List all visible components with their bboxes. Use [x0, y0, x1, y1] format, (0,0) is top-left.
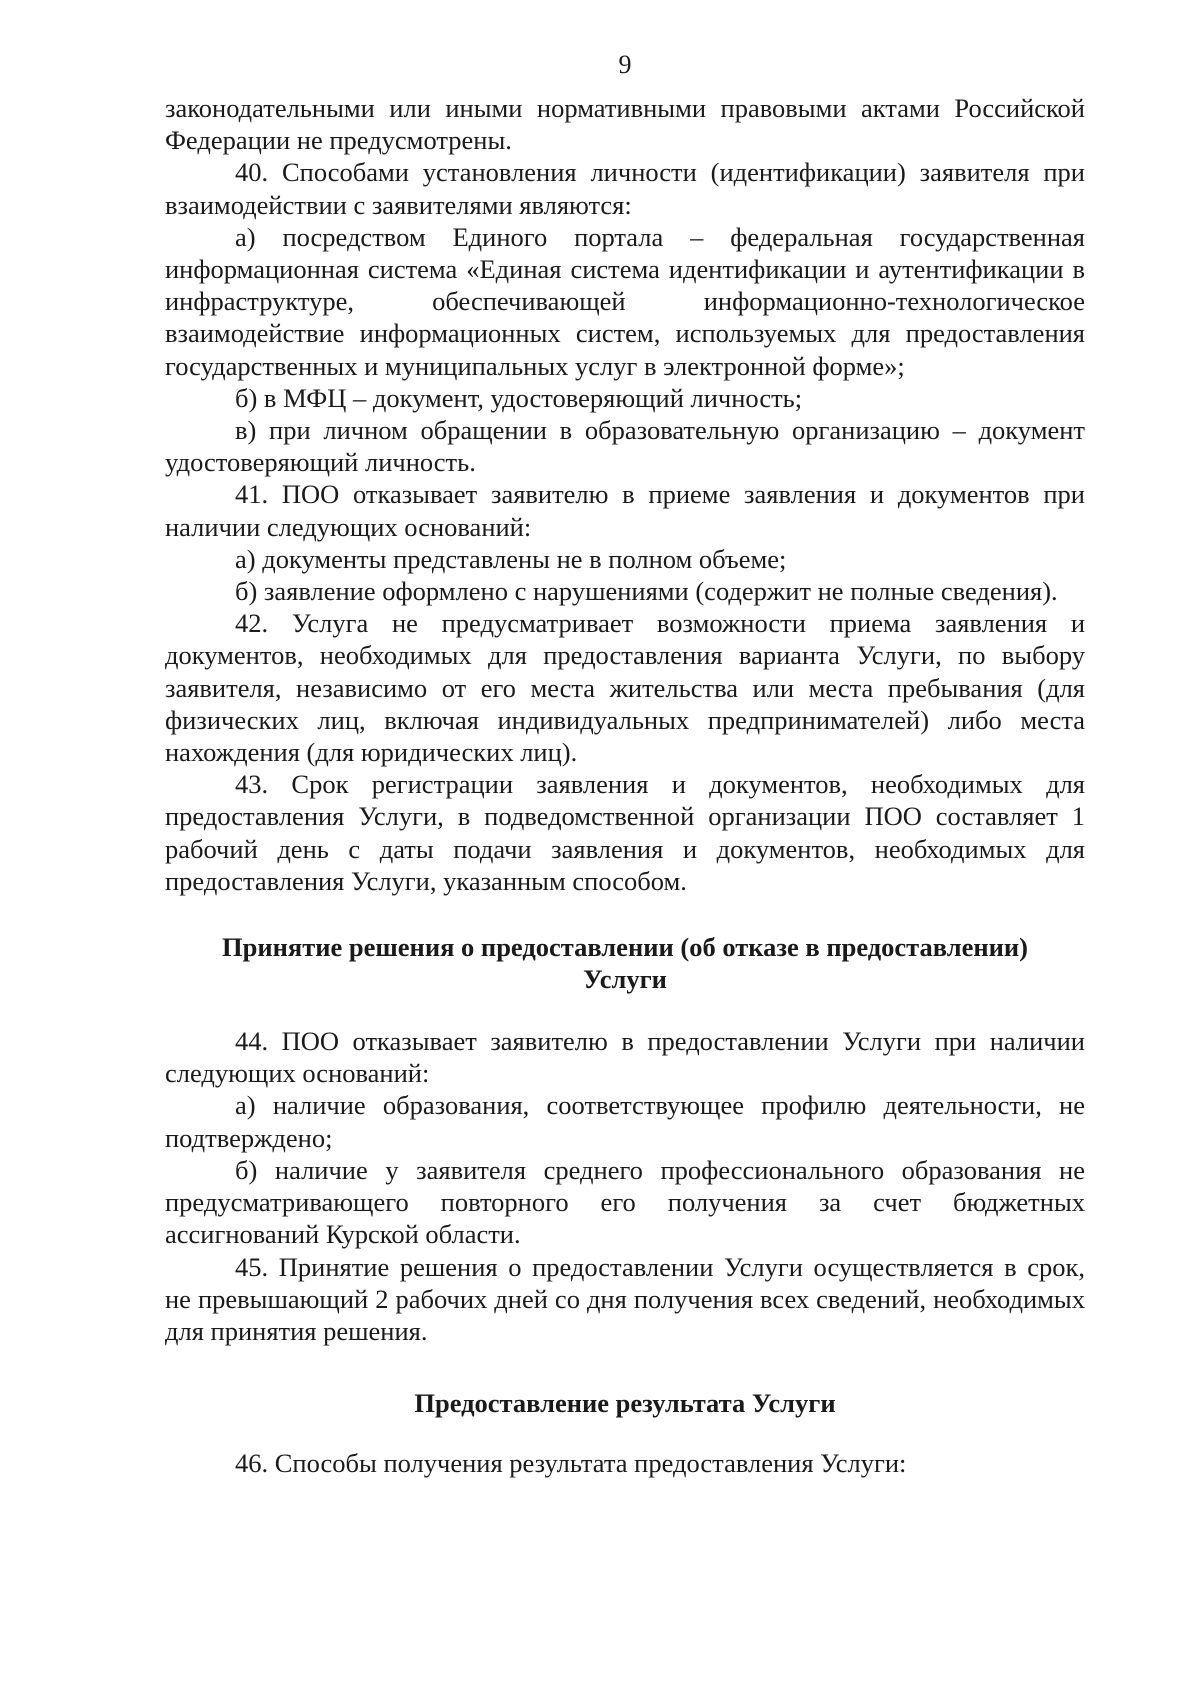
paragraph-43: 43. Срок регистрации заявления и документов, необходимых для предоставления Услуги, в подведомственной организации ПОО составляет 1 рабочий день с даты подачи заявления и документов, необходимых для предоставления Услуги, указанным способом. [165, 769, 1085, 896]
paragraph-44-a: а) наличие образования, соответствующее профилю деятельности, не подтверждено; [165, 1090, 1085, 1153]
paragraph-40-a: а) посредством Единого портала – федеральная государственная информационная система «Единая система идентификации и аутентификации в инфраструктуре, обеспечивающей информационно-технологическое взаимодействие информационных систем, используемых для предоставления государственных и муниципальных услуг в электронной форме»; [165, 221, 1085, 381]
paragraph-continuation: законодательными или иными нормативными правовыми актами Российской Федерации не предусмотрены. [165, 93, 1085, 156]
section-heading-decision [165, 931, 1085, 995]
paragraph-41-b: б) заявление оформлено с нарушениями (содержит не полные сведения). [235, 576, 1058, 607]
section-heading-result: Предоставление результата Услуги [414, 1388, 836, 1419]
paragraph-42: 42. Услуга не предусматривает возможности приема заявления и документов, необходимых для предоставления варианта Услуги, по выбору заявителя, независимо от его места жительства или места пребывания (для физических лиц, включая индивидуальных предпринимателей) либо места нахождения (для юридических лиц). [165, 608, 1085, 768]
section-heading-decision-line2: Услуги [583, 964, 667, 995]
paragraph-41-a: а) документы представлены не в полном объеме; [235, 543, 787, 574]
paragraph-45: 45. Принятие решения о предоставлении Услуги осуществляется в срок, не превышающий 2 рабочих дней со дня получения всех сведений, необходимых для принятия решения. [165, 1251, 1085, 1346]
section-heading-decision-line1: Принятие решения о предоставлении (об отказе в предоставлении) [222, 932, 1028, 963]
paragraph-40-b: б) в МФЦ – документ, удостоверяющий личность; [235, 382, 803, 413]
paragraph-40: 40. Способами установления личности (идентификации) заявителя при взаимодействии с заявителями являются: [165, 157, 1085, 220]
paragraph-41: 41. ПОО отказывает заявителю в приеме заявления и документов при наличии следующих оснований: [165, 479, 1085, 542]
paragraph-44-b: б) наличие у заявителя среднего профессионального образования не предусматривающего повторного его получения за счет бюджетных ассигнований Курской области. [165, 1154, 1085, 1250]
document-page [165, 50, 1085, 1479]
paragraph-44: 44. ПОО отказывает заявителю в предоставлении Услуги при наличии следующих оснований: [165, 1026, 1085, 1089]
paragraph-46: 46. Способы получения результата предоставления Услуги: [235, 1448, 907, 1479]
paragraph-40-v: в) при личном обращении в образовательную организацию – документ удостоверяющий личность. [165, 415, 1085, 478]
page-number: 9 [618, 50, 632, 79]
